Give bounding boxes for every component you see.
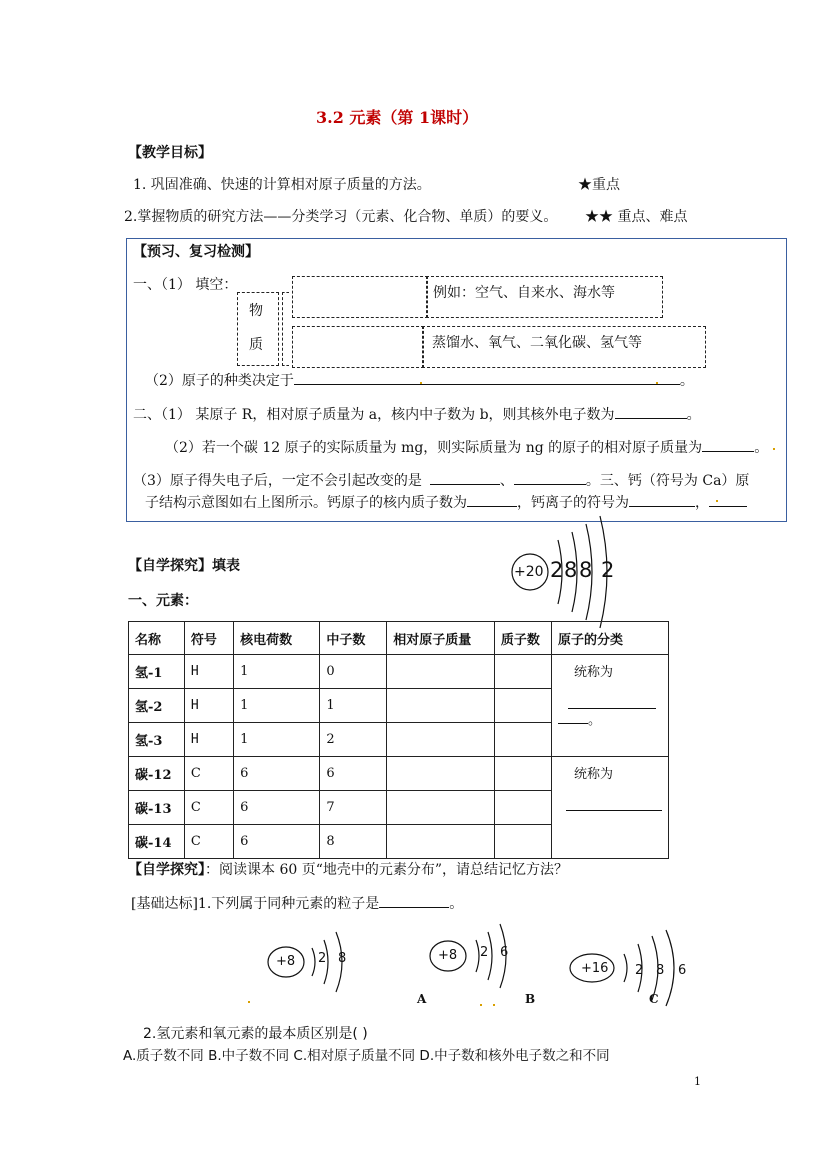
diagram-a-shell-2: 6 [500,945,509,960]
class-note-1-end: 。 [587,713,601,728]
page-number: 1 [694,1075,701,1088]
q2-1-blank[interactable] [615,404,687,419]
q2-1-end: 。 [686,407,701,423]
calcium-shell-2: 8 [564,558,578,582]
self-study-sub: 一、元素： [128,593,198,609]
q2-3-text-d: ，钙离子的符号为 [517,495,629,511]
cell-mass-input[interactable] [387,757,495,791]
element-table [128,621,669,859]
objective-1-tag: ★重点 [578,177,620,193]
explore-2-heading: 【自学探究】 [128,862,205,878]
q2-1-text: 二、（1） 某原子 R，相对原子质量为 a，核内中子数为 b，则其核外电子数为 [133,407,615,423]
blank-box-2[interactable] [292,326,424,368]
q2-2-blank[interactable] [702,437,754,452]
cell-protons-input[interactable] [494,791,551,825]
q1-2-blank[interactable] [294,370,680,385]
cell-symbol: C [184,825,233,859]
q2-2-text: （2）若一个碳 12 原子的实际质量为 mg，则实际质量为 ng 的原子的相对原子质量为 [165,440,703,456]
cell-neutrons: 6 [320,757,387,791]
diagram-1-shell-1: 2 [318,951,327,966]
diagram-c-shell-3: 6 [678,963,687,978]
cell-protons-input[interactable] [494,757,551,791]
q2-2 [165,437,768,457]
table-row [129,655,669,689]
bracket [282,292,289,366]
q2-3-blank-1[interactable] [430,470,500,485]
basic-q1-end: 。 [449,896,464,912]
cell-name: 氢-2 [129,689,185,723]
q2-3-text-b: 。三、钙（符号为 Ca）原 [585,473,750,489]
class-blank-1b[interactable] [558,709,588,724]
q2-2-end: 。 [754,440,769,456]
matter-char-1: 物 [249,303,263,319]
speck [656,382,658,384]
q2-3 [133,470,749,490]
calcium-shell-4: 2 [601,558,615,582]
header-neutrons: 中子数 [320,622,387,655]
cell-symbol: H [184,689,233,723]
cell-symbol: H [184,723,233,757]
cell-neutrons: 2 [320,723,387,757]
cell-charge: 1 [234,655,320,689]
cell-mass-input[interactable] [387,825,495,859]
header-mass: 相对原子质量 [387,622,495,655]
q2-3-blank-4[interactable] [629,492,695,507]
cell-name: 氢-1 [129,655,185,689]
diagram-a-shell-1: 2 [480,945,489,960]
q1-2-text: （2）原子的种类决定于 [145,373,294,389]
diagram-c-nucleus: +16 [581,961,609,976]
diagram-b-label: B [525,992,536,1006]
preview-heading: 【预习、复习检测】 [133,244,259,260]
class-note-2: 统称为 [573,767,613,782]
cell-mass-input[interactable] [387,791,495,825]
q2-3-text-e: ， [695,495,709,511]
header-protons: 质子数 [494,622,551,655]
cell-neutrons: 1 [320,689,387,723]
header-symbol: 符号 [184,622,233,655]
calcium-shell-1: 2 [550,558,564,582]
cell-protons-input[interactable] [494,689,551,723]
header-charge: 核电荷数 [234,622,320,655]
speck [248,1001,250,1003]
cell-charge: 1 [234,723,320,757]
cell-neutrons: 8 [320,825,387,859]
q2-3-blank-3[interactable] [467,492,517,507]
objective-1: 1. 巩固准确、快速的计算相对原子质量的方法。 [133,177,431,193]
cell-name: 氢-3 [129,723,185,757]
cell-charge: 1 [234,689,320,723]
calcium-nucleus: +20 [514,564,544,580]
cell-symbol: H [184,655,233,689]
class-note-1: 统称为 [573,665,613,680]
page-title: 3.2 元素（第 1课时） [316,108,479,127]
class-blank-1a[interactable] [568,694,656,709]
header-name: 名称 [129,622,185,655]
basic-q1-text: [基础达标]1.下列属于同种元素的粒子是 [131,896,380,912]
cell-name: 碳-12 [129,757,185,791]
q1-label: 一、（1） 填空： [133,277,238,293]
diagram-1-nucleus: +8 [276,954,296,969]
cell-charge: 6 [234,757,320,791]
basic-q2: 2.氢元素和氧元素的最本质区别是( ) [143,1026,368,1042]
speck [493,1004,495,1006]
cell-mass-input[interactable] [387,655,495,689]
class-cell-carbon[interactable] [551,757,668,859]
explore-2-text: ：阅读课本 60 页“地壳中的元素分布”，请总结记忆方法？ [205,862,569,878]
objective-2: 2.掌握物质的研究方法——分类学习（元素、化合物、单质）的要义。 [124,209,558,225]
diagram-1-shell-2: 8 [338,951,347,966]
matter-char-2: 质 [249,337,263,353]
speck [480,1004,482,1006]
basic-q1 [131,893,463,913]
q1-2 [145,370,694,390]
cell-mass-input[interactable] [387,723,495,757]
cell-name: 碳-13 [129,791,185,825]
speck [716,500,718,502]
blank-box-1[interactable] [292,276,428,318]
cell-protons-input[interactable] [494,825,551,859]
q2-3-sep: 、 [499,473,514,489]
q2-3-text-c: 子结构示意图如右上图所示。钙原子的核内质子数为 [145,495,467,511]
diagram-c-shell-2: 8 [656,963,665,978]
explore-2 [128,859,568,879]
speck [773,448,775,450]
cell-symbol: C [184,757,233,791]
diagram-a-label: A [417,992,427,1006]
diagram-c-label: C [649,992,659,1006]
diagram-a-nucleus: +8 [438,948,458,963]
q2-1 [133,404,701,424]
cell-name: 碳-14 [129,825,185,859]
cell-protons-input[interactable] [494,655,551,689]
self-study-heading: 【自学探究】填表 [128,558,240,574]
cell-neutrons: 0 [320,655,387,689]
cell-neutrons: 7 [320,791,387,825]
q2-3-line2 [145,492,747,512]
table-row [129,757,669,791]
calcium-shell-3: 8 [579,558,593,582]
q2-3-blank-5[interactable] [709,492,747,507]
q2-3-text-a: （3）原子得失电子后，一定不会引起改变的是 [133,473,422,489]
class-cell-hydrogen[interactable] [551,655,668,757]
cell-symbol: C [184,791,233,825]
example-2: 蒸馏水、氧气、二氧化碳、氢气等 [432,335,642,351]
speck [420,382,422,384]
cell-charge: 6 [234,825,320,859]
cell-protons-input[interactable] [494,723,551,757]
objectives-heading: 【教学目标】 [128,145,212,161]
diagram-c-shell-1: 2 [635,963,644,978]
basic-q2-options[interactable]: A.质子数不同 B.中子数不同 C.相对原子质量不同 D.中子数和核外电子数之和不同 [123,1048,610,1064]
cell-mass-input[interactable] [387,689,495,723]
cell-charge: 6 [234,791,320,825]
example-1: 例如：空气、自来水、海水等 [433,285,615,301]
header-class: 原子的分类 [551,622,668,655]
class-blank-2[interactable] [566,796,662,811]
basic-q1-blank[interactable] [379,893,449,908]
objective-2-tag: ★★ 重点、难点 [585,209,688,225]
q2-3-blank-2[interactable] [514,470,586,485]
table-header-row [129,622,669,655]
q1-2-end: 。 [679,373,694,389]
